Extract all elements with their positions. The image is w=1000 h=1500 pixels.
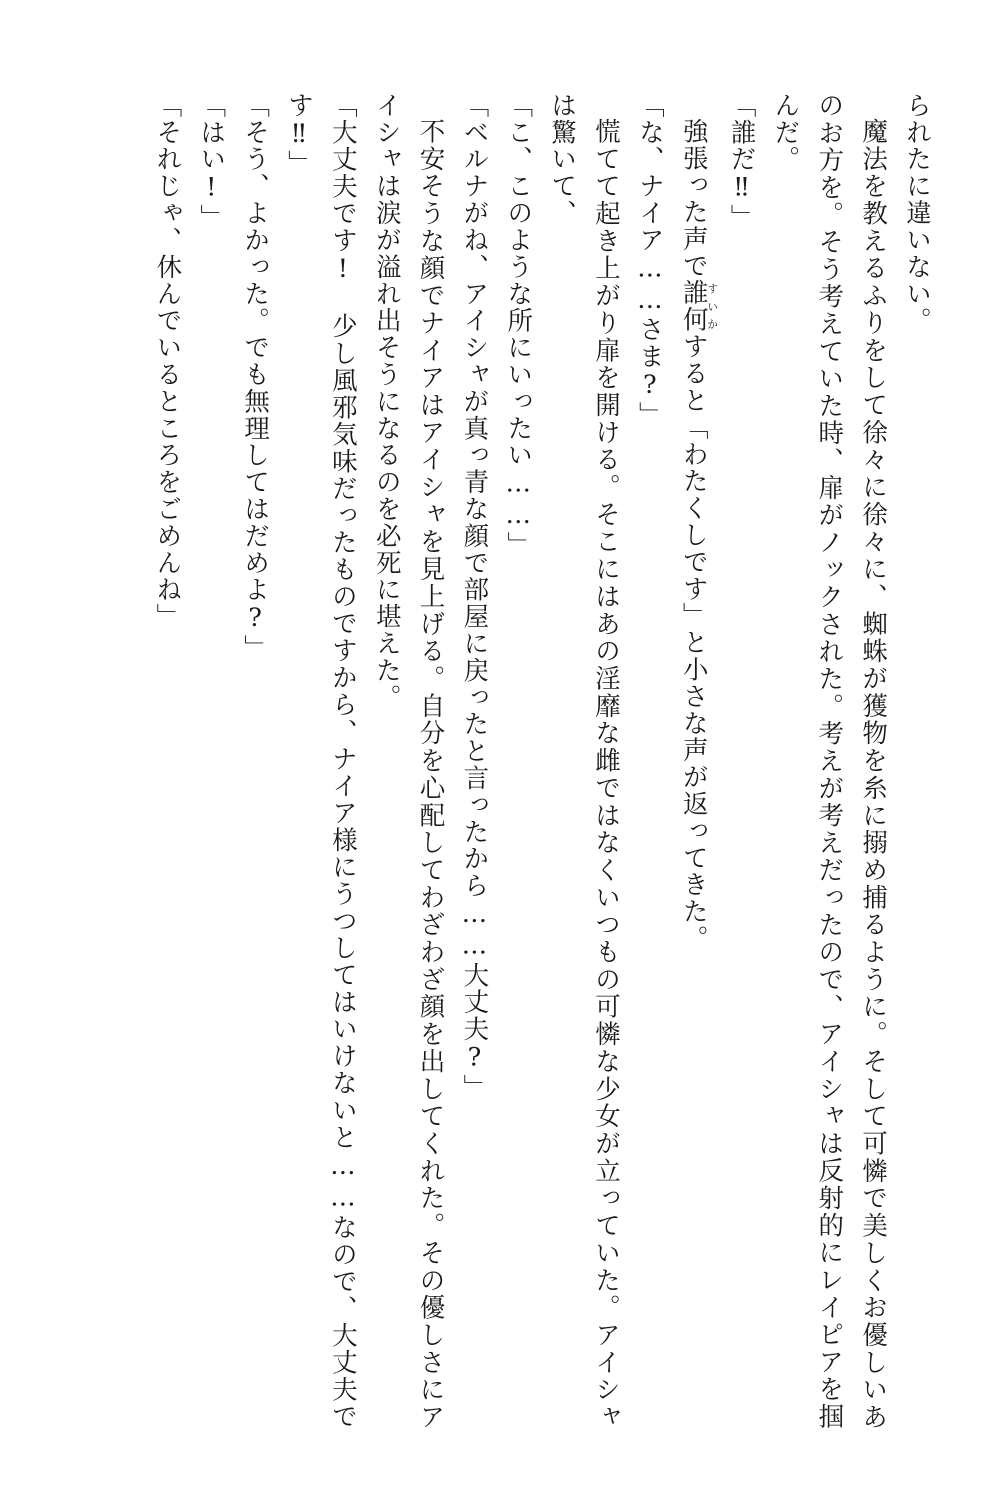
paragraph-10-dialogue: 「大丈夫です! 少し風邪気味だったものですから、ナイア様にうつしてはいけないと……なので、大丈夫です‼」 — [283, 92, 358, 1430]
ruby-annotation — [678, 278, 720, 333]
paragraph-12-dialogue: 「はい!」 — [196, 92, 227, 232]
paragraph-8-dialogue: 「ベルナがね、アイシャが真っ青な顔で部屋に戻ったと言ったから……大丈夫?」 — [459, 92, 490, 1101]
paragraph-11-dialogue: 「そう、よかった。でも無理してはだめよ?」 — [240, 92, 271, 662]
ruby-after-text: すると「わたくしです」と小さな声が返ってきた。 — [678, 332, 709, 952]
paragraph-7-dialogue: 「こ、このような所にいったい……」 — [503, 92, 534, 559]
ruby-before-text: 強張った声で — [678, 117, 709, 279]
paragraph-4-with-ruby — [671, 92, 719, 1430]
ruby-reading-text: すいか — [706, 278, 720, 333]
paragraph-13-dialogue: 「それじゃ、休んでいるところをごめんね」 — [152, 92, 183, 631]
ruby-base-text: 誰何 — [678, 278, 709, 333]
paragraph-2: 魔法を教えるふりをして徐々に徐々に、蜘蛛が獲物を糸に搦め捕るように。そして可憐で美しくお優しいあのお方を。そう考えていた時、扉がノックされた。考えが考えだったので、アイシャは反射的にレイピアを掴んだ。 — [770, 92, 889, 1430]
page-text-body — [70, 92, 938, 1430]
paragraph-3-dialogue: 「誰だ‼」 — [726, 92, 757, 232]
paragraph-1: られたに違いない。 — [902, 92, 932, 335]
paragraph-6: 慌てて起き上がり扉を開ける。そこにはあの淫靡な雌ではなくいつもの可憐な少女が立っていた。アイシャは驚いて、 — [547, 92, 621, 1430]
paragraph-5-dialogue: 「な、ナイア……さま?」 — [634, 92, 665, 429]
paragraph-9: 不安そうな顔でナイアはアイシャを見上げる。自分を心配してわざわざ顔を出してくれた。その優しさにアイシャは涙が溢れ出そうになるのを必死に堪えた。 — [371, 92, 446, 1430]
